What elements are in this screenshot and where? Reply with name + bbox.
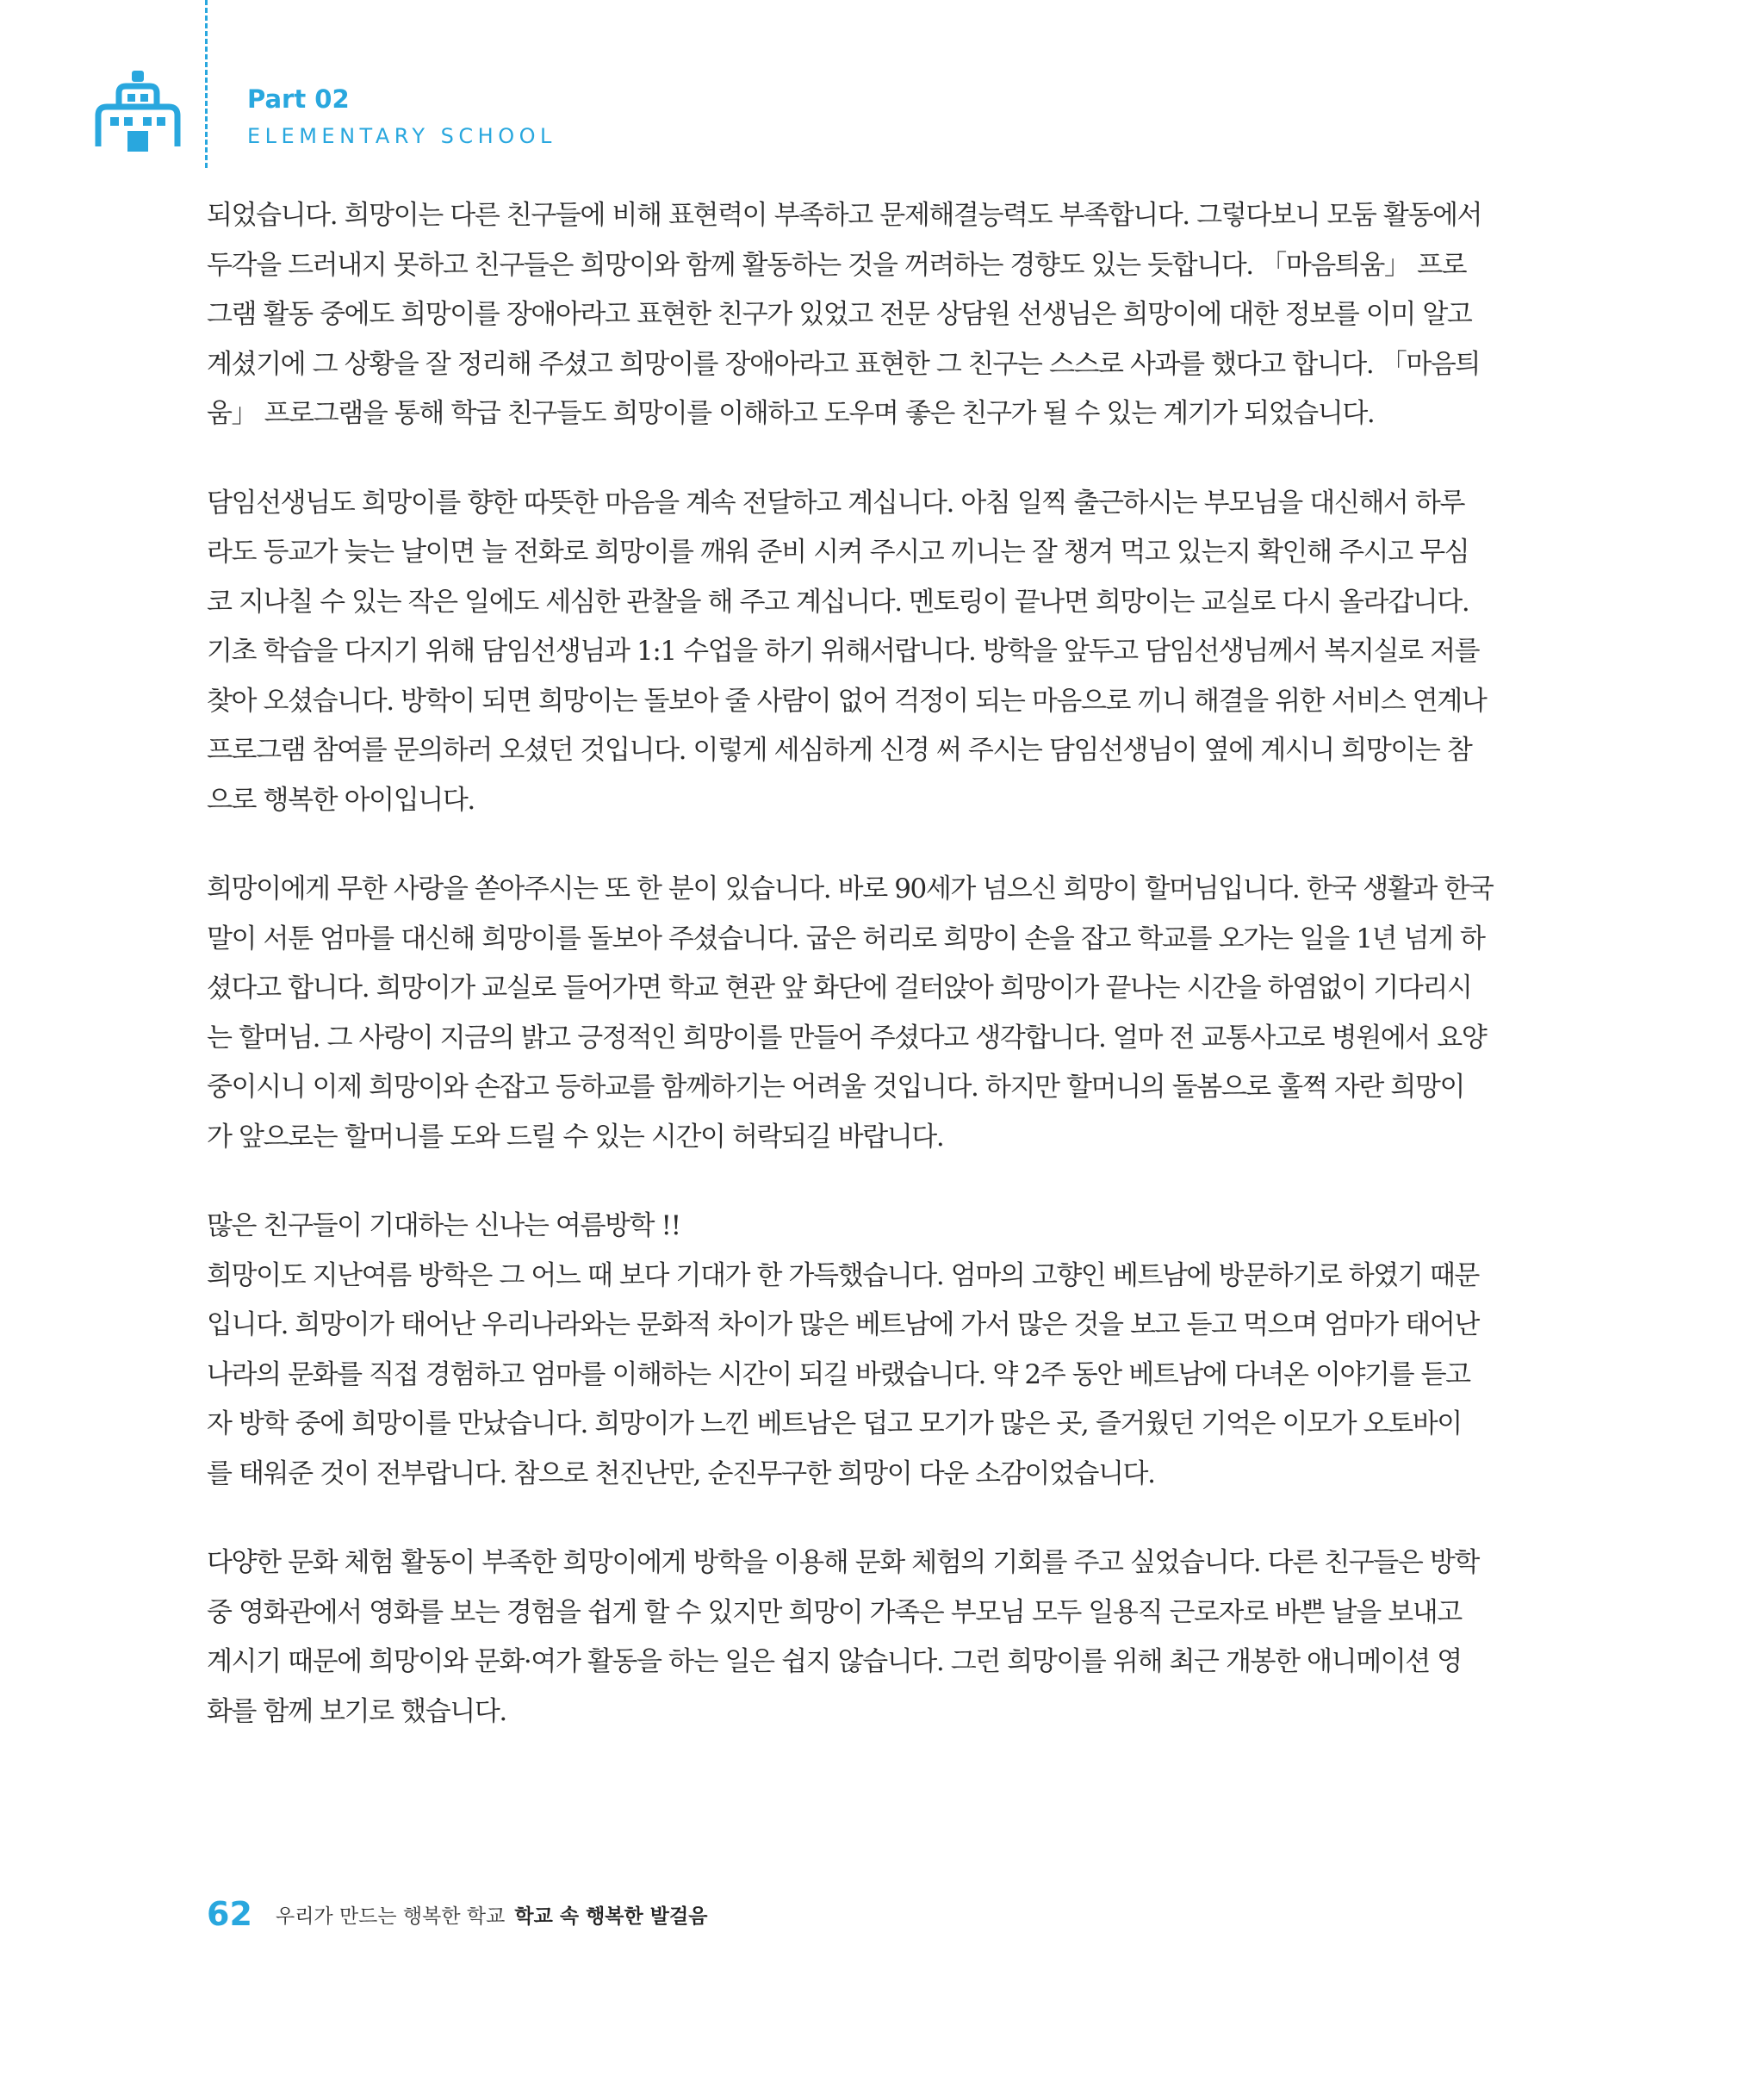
text-line: 찾아 오셨습니다. 방학이 되면 희망이는 돌보아 줄 사람이 없어 걱정이 되는 마음으로 끼니 해결을 위한 서비스 연계나 (207, 685, 1487, 717)
paragraph (207, 191, 1559, 439)
text-line: 라도 등교가 늦는 날이면 늘 전화로 희망이를 깨워 준비 시켜 주시고 끼니는 잘 챙겨 먹고 있는지 확인해 주시고 무심 (207, 537, 1469, 568)
text-line: 으로 행복한 아이입니다. (207, 784, 475, 816)
text-line: 화를 함께 보기로 했습니다. (207, 1695, 506, 1727)
paragraph (207, 1202, 1559, 1499)
footer-title: 우리가 만드는 행복한 학교 (275, 1905, 506, 1928)
body-text (207, 191, 1559, 1776)
text-line: 계셨기에 그 상황을 잘 정리해 주셨고 희망이를 장애아라고 표현한 그 친구는 스스로 사과를 했다고 합니다. 「마음틔 (207, 348, 1480, 380)
text-line: 자 방학 중에 희망이를 만났습니다. 희망이가 느낀 베트남은 덥고 모기가 많은 곳, 즐거웠던 기억은 이모가 오토바이 (207, 1408, 1462, 1439)
text-line: 말이 서툰 엄마를 대신해 희망이를 돌보아 주셨습니다. 굽은 허리로 희망이 손을 잡고 학교를 오가는 일을 1년 넘게 하 (207, 923, 1485, 954)
text-line: 계시기 때문에 희망이와 문화·여가 활동을 하는 일은 쉽지 않습니다. 그런 희망이를 위해 최근 개봉한 애니메이션 영 (207, 1646, 1462, 1677)
text-line: 가 앞으로는 할머니를 도와 드릴 수 있는 시간이 허락되길 바랍니다. (207, 1121, 944, 1153)
header-divider (205, 0, 208, 168)
page-footer (207, 1895, 707, 1933)
page-number: 62 (207, 1895, 252, 1933)
text-line: 그램 활동 중에도 희망이를 장애아라고 표현한 친구가 있었고 전문 상담원 선생님은 희망이에 대한 정보를 이미 알고 (207, 299, 1472, 330)
text-line: 많은 친구들이 기대하는 신나는 여름방학 !! (207, 1210, 680, 1241)
text-line: 중 영화관에서 영화를 보는 경험을 쉽게 할 수 있지만 희망이 가족은 부모님 모두 일용직 근로자로 바쁜 날을 보내고 (207, 1596, 1462, 1628)
text-line: 입니다. 희망이가 태어난 우리나라와는 문화적 차이가 많은 베트남에 가서 많은 것을 보고 듣고 먹으며 엄마가 태어난 (207, 1309, 1479, 1340)
text-line: 를 태워준 것이 전부랍니다. 참으로 천진난만, 순진무구한 희망이 다운 소감이었습니다. (207, 1457, 1155, 1489)
school-icon (93, 69, 183, 155)
part-title: Part 02 (247, 84, 350, 114)
text-line: 다양한 문화 체험 활동이 부족한 희망이에게 방학을 이용해 문화 체험의 기회를 주고 싶었습니다. 다른 친구들은 방학 (207, 1547, 1479, 1578)
part-subtitle: ELEMENTARY SCHOOL (247, 124, 556, 148)
text-line: 되었습니다. 희망이는 다른 친구들에 비해 표현력이 부족하고 문제해결능력도 부족합니다. 그렇다보니 모둠 활동에서 (207, 200, 1482, 231)
text-line: 두각을 드러내지 못하고 친구들은 희망이와 함께 활동하는 것을 꺼려하는 경향도 있는 듯합니다. 「마음틔움」 프로 (207, 249, 1467, 281)
text-line: 프로그램 참여를 문의하러 오셨던 것입니다. 이렇게 세심하게 신경 써 주시는 담임선생님이 옆에 계시니 희망이는 참 (207, 735, 1472, 766)
paragraph (207, 479, 1559, 826)
paragraph (207, 1538, 1559, 1737)
text-line: 희망이에게 무한 사랑을 쏟아주시는 또 한 분이 있습니다. 바로 90세가 넘으신 희망이 할머님입니다. 한국 생활과 한국 (207, 873, 1494, 904)
paragraph (207, 865, 1559, 1162)
text-line: 중이시니 이제 희망이와 손잡고 등하교를 함께하기는 어려울 것입니다. 하지만 할머니의 돌봄으로 훌쩍 자란 희망이 (207, 1072, 1465, 1103)
text-line: 희망이도 지난여름 방학은 그 어느 때 보다 기대가 한 가득했습니다. 엄마의 고향인 베트남에 방문하기로 하였기 때문 (207, 1259, 1479, 1291)
text-line: 움」 프로그램을 통해 학급 친구들도 희망이를 이해하고 도우며 좋은 친구가 될 수 있는 계기가 되었습니다. (207, 398, 1375, 429)
text-line: 담임선생님도 희망이를 향한 따뜻한 마음을 계속 전달하고 계십니다. 아침 일찍 출근하시는 부모님을 대신해서 하루 (207, 487, 1465, 519)
text-line: 나라의 문화를 직접 경험하고 엄마를 이해하는 시간이 되길 바랬습니다. 약 2주 동안 베트남에 다녀온 이야기를 듣고 (207, 1358, 1470, 1390)
text-line: 기초 학습을 다지기 위해 담임선생님과 1:1 수업을 하기 위해서랍니다. 방학을 앞두고 담임선생님께서 복지실로 저를 (207, 636, 1480, 667)
text-line: 코 지나칠 수 있는 작은 일에도 세심한 관찰을 해 주고 계십니다. 멘토링이 끝나면 희망이는 교실로 다시 올라갑니다. (207, 586, 1469, 618)
text-line: 는 할머님. 그 사랑이 지금의 밝고 긍정적인 희망이를 만들어 주셨다고 생각합니다. 얼마 전 교통사고로 병원에서 요양 (207, 1022, 1487, 1053)
footer-subtitle: 학교 속 행복한 발걸음 (514, 1905, 708, 1928)
text-line: 셨다고 합니다. 희망이가 교실로 들어가면 학교 현관 앞 화단에 걸터앉아 희망이가 끝나는 시간을 하염없이 기다리시 (207, 973, 1472, 1004)
